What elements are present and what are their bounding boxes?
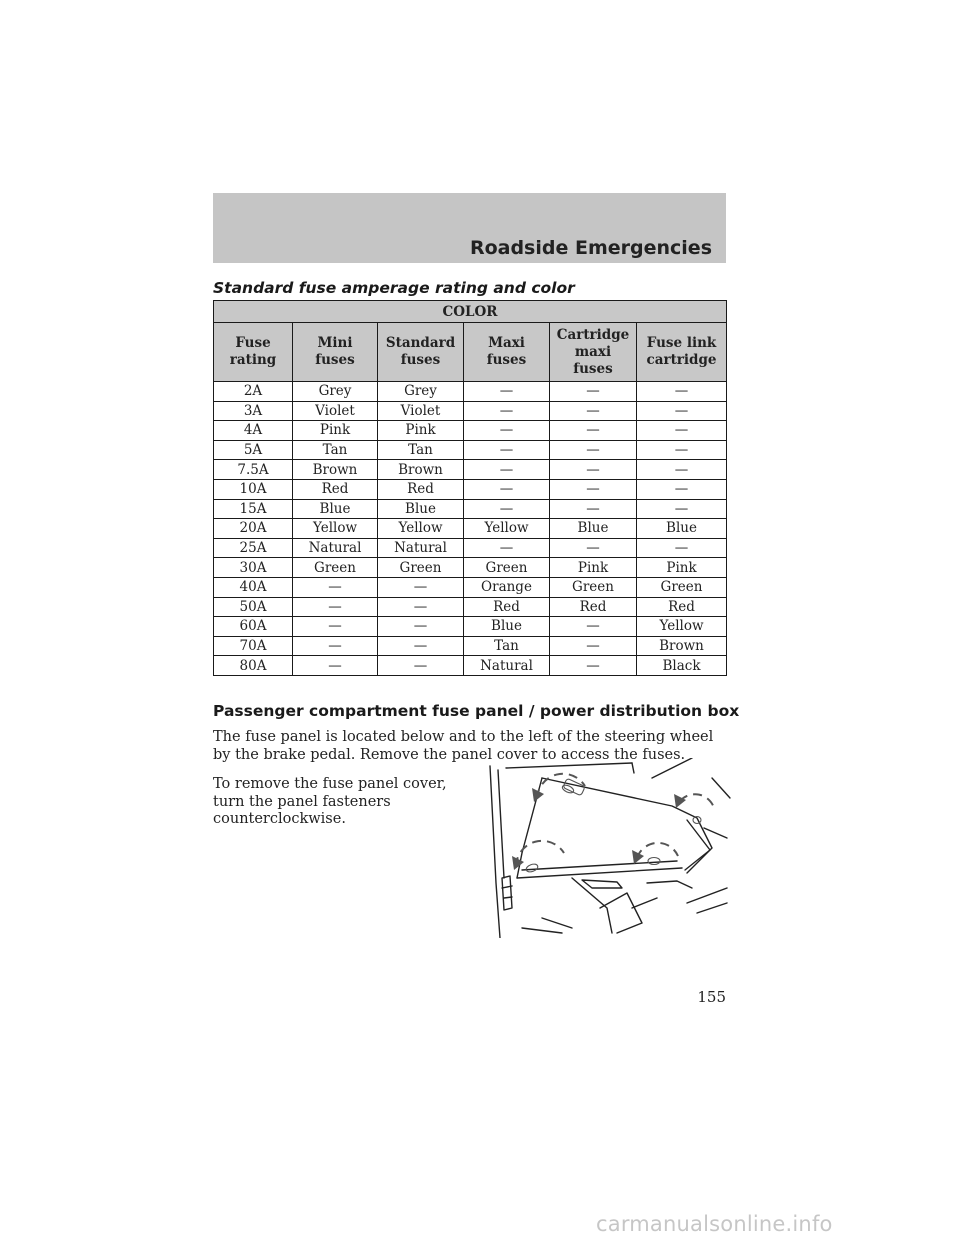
table-row <box>214 656 727 676</box>
table-cell: 20A <box>214 519 293 539</box>
table-cell: Green <box>293 558 378 578</box>
table-cell: Grey <box>378 382 464 402</box>
table-cell: — <box>464 499 550 519</box>
table-cell: Blue <box>550 519 637 539</box>
table-cell: Blue <box>464 617 550 637</box>
table-cell: — <box>637 499 727 519</box>
table-cell: — <box>637 479 727 499</box>
table-cell: — <box>637 421 727 441</box>
section-header-band <box>213 193 726 263</box>
table-cell: — <box>378 636 464 656</box>
table-row <box>214 479 727 499</box>
table-cell: — <box>550 421 637 441</box>
table-cell: — <box>550 656 637 676</box>
table-cell: Green <box>637 577 727 597</box>
table-cell: 70A <box>214 636 293 656</box>
table-cell: — <box>293 597 378 617</box>
table-cell: Green <box>464 558 550 578</box>
column-header-standard-fuses: Standard fuses <box>378 323 464 382</box>
table-cell: Orange <box>464 577 550 597</box>
watermark: carmanualsonline.info <box>596 1212 833 1236</box>
table-cell: — <box>550 499 637 519</box>
table-cell: — <box>378 577 464 597</box>
table-row <box>214 499 727 519</box>
table-cell: 7.5A <box>214 460 293 480</box>
table-cell: 10A <box>214 479 293 499</box>
table-cell: Brown <box>637 636 727 656</box>
table-cell: 4A <box>214 421 293 441</box>
table-cell: — <box>550 460 637 480</box>
table-cell: 40A <box>214 577 293 597</box>
page-number: 155 <box>697 988 726 1006</box>
table-cell: Pink <box>378 421 464 441</box>
table-row <box>214 460 727 480</box>
table-cell: Pink <box>637 558 727 578</box>
table-cell: Blue <box>378 499 464 519</box>
color-group-header: COLOR <box>214 301 727 323</box>
table-cell: — <box>550 401 637 421</box>
table-cell: — <box>293 577 378 597</box>
table-row <box>214 382 727 402</box>
table-cell: — <box>378 656 464 676</box>
table-row <box>214 597 727 617</box>
fuse-panel-heading: Passenger compartment fuse panel / power distribution box <box>213 702 740 720</box>
table-cell: 30A <box>214 558 293 578</box>
table-cell: — <box>637 440 727 460</box>
table-cell: Blue <box>637 519 727 539</box>
table-cell: Green <box>378 558 464 578</box>
table-cell: Brown <box>378 460 464 480</box>
remove-cover-instruction: To remove the fuse panel cover, turn the panel fasteners counterclockwise. <box>213 776 447 827</box>
table-cell: — <box>637 460 727 480</box>
table-cell: Yellow <box>464 519 550 539</box>
column-header-fuse-rating: Fuse rating <box>214 323 293 382</box>
table-cell: Red <box>464 597 550 617</box>
table-row <box>214 440 727 460</box>
table-cell: Blue <box>293 499 378 519</box>
table-cell: — <box>293 617 378 637</box>
table-cell: — <box>293 656 378 676</box>
table-cell: Violet <box>293 401 378 421</box>
table-row <box>214 558 727 578</box>
table-cell: Red <box>378 479 464 499</box>
table-cell: — <box>464 401 550 421</box>
table-cell: Yellow <box>637 617 727 637</box>
table-cell: — <box>550 382 637 402</box>
fuse-panel-cover-illustration <box>482 758 732 938</box>
table-cell: Tan <box>378 440 464 460</box>
table-cell: — <box>464 479 550 499</box>
table-cell: — <box>293 636 378 656</box>
fuse-panel-description: The fuse panel is located below and to the left of the steering wheel by the brake pedal. Remove the panel cover to access the fuses. <box>213 729 714 763</box>
table-cell: 80A <box>214 656 293 676</box>
table-cell: Yellow <box>293 519 378 539</box>
table-row <box>214 636 727 656</box>
table-cell: Black <box>637 656 727 676</box>
table-cell: 5A <box>214 440 293 460</box>
table-cell: — <box>464 538 550 558</box>
table-cell: Red <box>550 597 637 617</box>
table-cell: 2A <box>214 382 293 402</box>
table-row <box>214 421 727 441</box>
table-cell: 25A <box>214 538 293 558</box>
table-cell: 15A <box>214 499 293 519</box>
table-cell: — <box>550 479 637 499</box>
table-row <box>214 401 727 421</box>
table-cell: Green <box>550 577 637 597</box>
table-cell: Grey <box>293 382 378 402</box>
fuse-table-title: Standard fuse amperage rating and color <box>213 279 575 297</box>
table-cell: — <box>550 617 637 637</box>
table-cell: — <box>464 440 550 460</box>
table-cell: 3A <box>214 401 293 421</box>
table-cell: — <box>550 440 637 460</box>
table-cell: — <box>464 421 550 441</box>
table-cell: Pink <box>550 558 637 578</box>
column-header-mini-fuses: Mini fuses <box>293 323 378 382</box>
table-cell: Pink <box>293 421 378 441</box>
table-row <box>214 617 727 637</box>
table-cell: 50A <box>214 597 293 617</box>
table-row <box>214 577 727 597</box>
table-cell: 60A <box>214 617 293 637</box>
table-cell: — <box>637 538 727 558</box>
section-title: Roadside Emergencies <box>469 237 712 259</box>
table-cell: Red <box>293 479 378 499</box>
table-cell: — <box>550 636 637 656</box>
table-cell: Brown <box>293 460 378 480</box>
table-cell: — <box>378 617 464 637</box>
column-header-row <box>214 323 727 382</box>
column-header-fuse-link-cartridge: Fuse link cartridge <box>637 323 727 382</box>
table-row <box>214 519 727 539</box>
table-cell: Violet <box>378 401 464 421</box>
table-cell: — <box>464 460 550 480</box>
fuse-rating-table <box>213 300 727 676</box>
table-cell: — <box>550 538 637 558</box>
table-row <box>214 538 727 558</box>
column-header-maxi-fuses: Maxi fuses <box>464 323 550 382</box>
table-cell: Red <box>637 597 727 617</box>
table-cell: — <box>637 401 727 421</box>
table-cell: Yellow <box>378 519 464 539</box>
column-header-cartridge-maxi-fuses: Cartridge maxi fuses <box>550 323 637 382</box>
table-cell: — <box>637 382 727 402</box>
table-cell: Natural <box>378 538 464 558</box>
table-cell: Natural <box>464 656 550 676</box>
table-cell: — <box>378 597 464 617</box>
table-cell: Natural <box>293 538 378 558</box>
fuse-table-body <box>214 382 727 676</box>
table-cell: — <box>464 382 550 402</box>
table-cell: Tan <box>293 440 378 460</box>
table-cell: Tan <box>464 636 550 656</box>
